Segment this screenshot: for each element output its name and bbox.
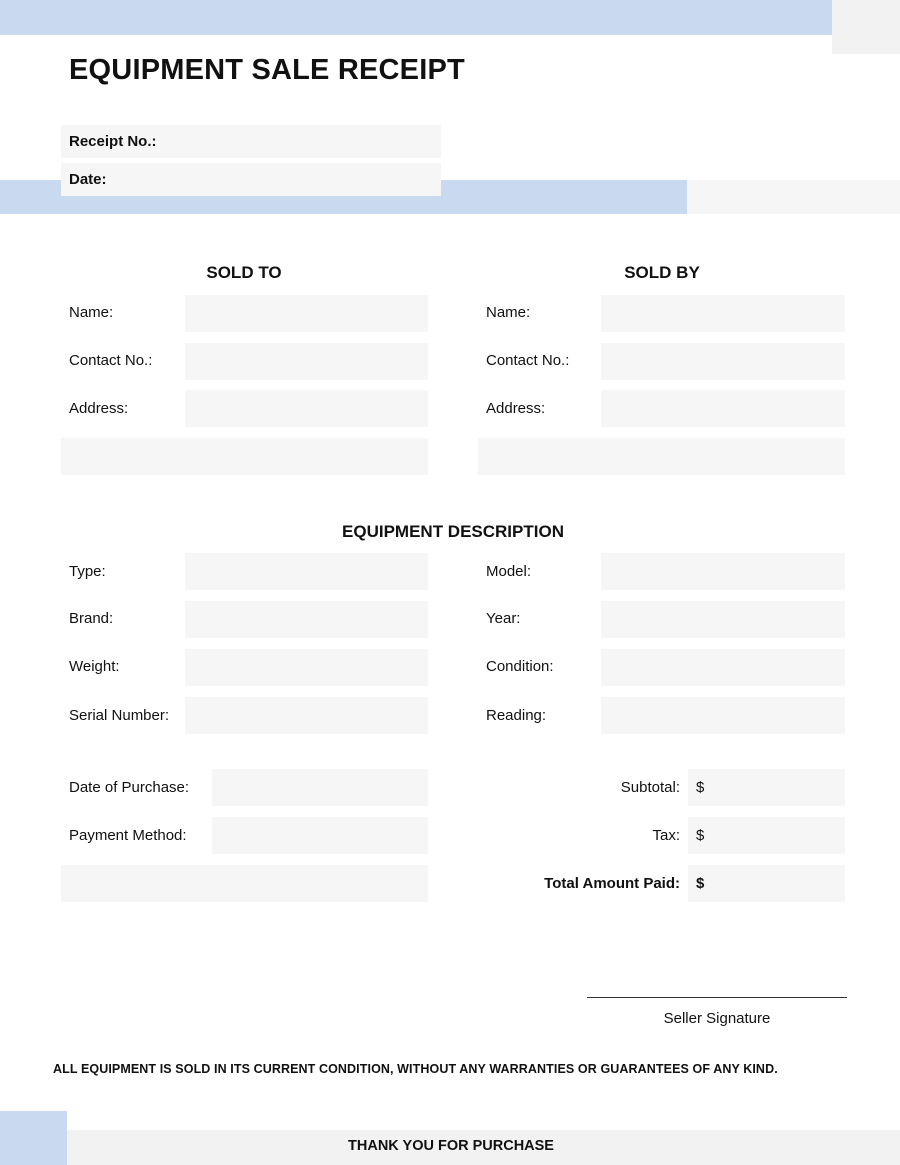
seller-signature-line[interactable] <box>587 997 847 998</box>
sold-to-contact-label: Contact No.: <box>69 352 153 369</box>
brand-field[interactable] <box>185 601 428 638</box>
sold-to-address-field[interactable] <box>185 390 428 427</box>
sold-by-address-line2-field[interactable] <box>478 438 845 475</box>
thank-you-text: THANK YOU FOR PURCHASE <box>348 1138 554 1154</box>
date-label: Date: <box>69 171 107 188</box>
brand-label: Brand: <box>69 610 114 627</box>
date-field[interactable] <box>61 163 441 196</box>
payment-notes-field[interactable] <box>61 865 428 902</box>
sold-by-contact-field[interactable] <box>601 343 845 380</box>
tax-label: Tax: <box>652 827 680 844</box>
receipt-no-label: Receipt No.: <box>69 133 157 150</box>
sold-to-name-field[interactable] <box>185 295 428 332</box>
reading-label: Reading: <box>486 707 547 724</box>
sold-by-name-label: Name: <box>486 304 531 321</box>
condition-label: Condition: <box>486 658 554 675</box>
reading-field[interactable] <box>601 697 845 734</box>
sold-by-address-field[interactable] <box>601 390 845 427</box>
sold-to-contact-field[interactable] <box>185 343 428 380</box>
sold-by-contact-label: Contact No.: <box>486 352 570 369</box>
bottom-left-accent-box <box>0 1111 67 1165</box>
sold-by-name-field[interactable] <box>601 295 845 332</box>
weight-label: Weight: <box>69 658 120 675</box>
total-amount-paid-label: Total Amount Paid: <box>544 875 680 892</box>
condition-field[interactable] <box>601 649 845 686</box>
date-of-purchase-field[interactable] <box>212 769 428 806</box>
weight-field[interactable] <box>185 649 428 686</box>
seller-signature-label: Seller Signature <box>663 1010 771 1027</box>
sold-by-address-label: Address: <box>486 400 546 417</box>
total-currency: $ <box>696 875 705 892</box>
payment-method-field[interactable] <box>212 817 428 854</box>
sold-by-heading: SOLD BY <box>624 263 700 282</box>
serial-number-field[interactable] <box>185 697 428 734</box>
sold-to-address-label: Address: <box>69 400 129 417</box>
subtotal-currency: $ <box>696 779 705 796</box>
model-label: Model: <box>486 563 532 580</box>
year-label: Year: <box>486 610 521 627</box>
disclaimer-text: ALL EQUIPMENT IS SOLD IN ITS CURRENT CONDITION, WITHOUT ANY WARRANTIES OR GUARANTEES OF ANY KIND. <box>53 1062 778 1076</box>
tax-currency: $ <box>696 827 705 844</box>
total-amount-paid-field[interactable] <box>688 865 845 902</box>
equipment-description-heading: EQUIPMENT DESCRIPTION <box>342 522 564 541</box>
serial-number-label: Serial Number: <box>69 707 170 724</box>
sold-to-address-line2-field[interactable] <box>61 438 428 475</box>
top-accent-band <box>0 0 832 35</box>
type-label: Type: <box>69 563 106 580</box>
year-field[interactable] <box>601 601 845 638</box>
type-field[interactable] <box>185 553 428 590</box>
sold-to-heading: SOLD TO <box>206 263 282 282</box>
top-right-accent-box <box>832 0 900 54</box>
tax-field[interactable] <box>688 817 845 854</box>
sold-to-name-label: Name: <box>69 304 114 321</box>
subtotal-field[interactable] <box>688 769 845 806</box>
page-title: EQUIPMENT SALE RECEIPT <box>69 54 465 86</box>
subtotal-label: Subtotal: <box>620 779 680 796</box>
mid-right-accent-box <box>687 180 900 214</box>
payment-method-label: Payment Method: <box>69 827 187 844</box>
date-of-purchase-label: Date of Purchase: <box>69 779 190 796</box>
model-field[interactable] <box>601 553 845 590</box>
